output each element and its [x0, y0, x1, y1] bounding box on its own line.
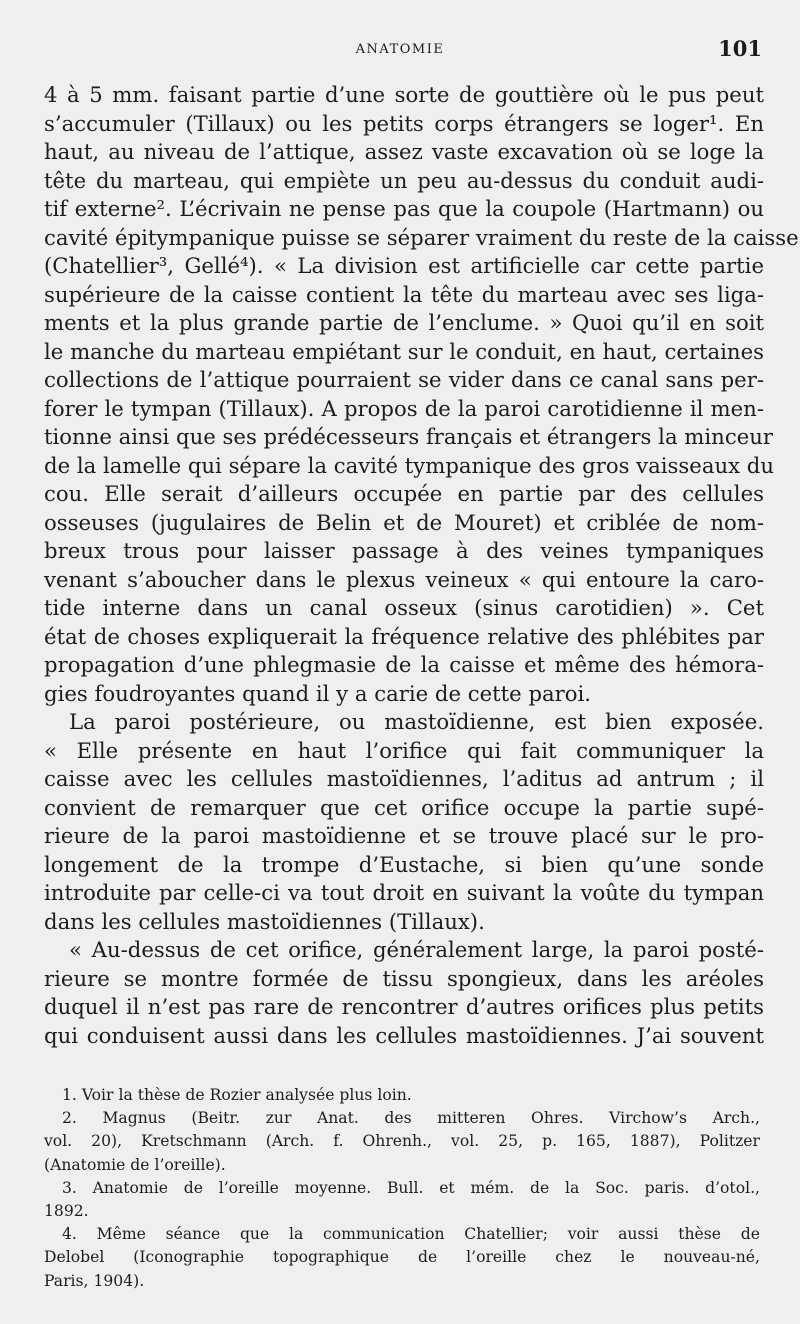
text-line: osseuses (jugulaires de Belin et de Mouret) et criblée de nom-	[44, 509, 764, 535]
text-line: tête du marteau, qui empiète un peu au-dessus du conduit audi-	[44, 167, 764, 193]
text-line: ments et la plus grande partie de l’enclume. » Quoi qu’il en soit	[44, 310, 764, 335]
text-line: gies foudroyantes quand il y a carie de cette paroi.	[44, 680, 592, 706]
footnote-line: 1. Voir la thèse de Rozier analysée plus loin.	[62, 1086, 412, 1104]
text-line: forer le tympan (Tillaux). A propos de la paroi carotidienne il men-	[44, 395, 764, 421]
text-line: de la lamelle qui sépare la cavité tympanique des gros vaisseaux du	[44, 452, 775, 478]
text-line: tide interne dans un canal osseux (sinus carotidien) ». Cet	[44, 595, 764, 620]
text-line: « Au-dessus de cet orifice, généralement large, la paroi posté-	[69, 937, 764, 962]
text-line: rieure se montre formée de tissu spongieux, dans les aréoles	[44, 965, 764, 991]
footnote-line: 2. Magnus (Beitr. zur Anat. des mitteren Ohres. Virchow’s Arch.,	[62, 1109, 760, 1128]
text-line: introduite par celle-ci va tout droit en suivant la voûte du tympan	[44, 880, 764, 905]
text-line: dans les cellules mastoïdiennes (Tillaux).	[44, 908, 485, 934]
text-line: caisse avec les cellules mastoïdiennes, l’aditus ad antrum ; il	[44, 766, 764, 791]
footnote-line: (Anatomie de l’oreille).	[44, 1155, 226, 1174]
text-line: supérieure de la caisse contient la tête du marteau avec ses liga-	[44, 281, 764, 307]
text-line: (Chatellier³, Gellé⁴). « La division est artificielle car cette partie	[44, 253, 764, 278]
text-line: haut, au niveau de l’attique, assez vaste excavation où se loge la	[44, 139, 764, 164]
text-line: cou. Elle serait d’ailleurs occupée en partie par des cellules	[44, 481, 764, 506]
text-line: duquel il n’est pas rare de rencontrer d’autres orifices plus petits	[44, 994, 764, 1019]
running-title: ANATOMIE	[355, 42, 445, 57]
text-line: collections de l’attique pourraient se vider dans ce canal sans per-	[44, 367, 764, 392]
text-line: tionne ainsi que ses prédécesseurs français et étrangers la minceur	[44, 424, 774, 449]
text-line: convient de remarquer que cet orifice occupe la partie supé-	[44, 794, 764, 820]
footnote-line: 1892.	[44, 1201, 89, 1220]
text-line: breux trous pour laisser passage à des veines tympaniques	[44, 538, 764, 563]
page-number: 101	[718, 36, 762, 61]
body-text	[44, 81, 799, 1050]
text-line: propagation d’une phlegmasie de la caisse et même des hémora-	[44, 652, 764, 677]
footnote-line: Paris, 1904).	[44, 1271, 145, 1290]
text-line: venant s’aboucher dans le plexus veineux « qui entoure la caro-	[44, 566, 764, 592]
text-line: 4 à 5 mm. faisant partie d’une sorte de gouttière où le pus peut	[44, 82, 764, 107]
text-line: état de choses expliquerait la fréquence relative des phlébites par	[44, 623, 764, 649]
text-line: qui conduisent aussi dans les cellules mastoïdiennes. J’ai souvent	[44, 1022, 764, 1048]
text-line: « Elle présente en haut l’orifice qui fait communiquer la	[44, 737, 764, 763]
footnote-line: vol. 20), Kretschmann (Arch. f. Ohrenh., vol. 25, p. 165, 1887), Politzer	[44, 1132, 760, 1151]
text-line: tif externe². L’écrivain ne pense pas que la coupole (Hartmann) ou	[44, 196, 764, 221]
footnote-line: 4. Même séance que la communication Chatellier; voir aussi thèse de	[62, 1225, 760, 1244]
text-line: La paroi postérieure, ou mastoïdienne, est bien exposée.	[69, 709, 764, 734]
footnote-line: Delobel (Iconographie topographique de l’oreille chez le nouveau-né,	[44, 1248, 760, 1267]
text-line: s’accumuler (Tillaux) ou les petits corps étrangers se loger¹. En	[44, 110, 764, 136]
footnotes	[44, 1084, 760, 1293]
text-line: cavité épitympanique puisse se séparer vraiment du reste de la caisse	[44, 224, 799, 250]
running-head	[0, 38, 800, 62]
text-line: rieure de la paroi mastoïdienne et se trouve placé sur le pro-	[44, 823, 764, 848]
footnote-line: 3. Anatomie de l’oreille moyenne. Bull. et mém. de la Soc. paris. d’otol.,	[62, 1178, 760, 1197]
text-line: le manche du marteau empiétant sur le conduit, en haut, certaines	[44, 338, 764, 364]
text-line: longement de la trompe d’Eustache, si bien qu’une sonde	[44, 851, 764, 877]
